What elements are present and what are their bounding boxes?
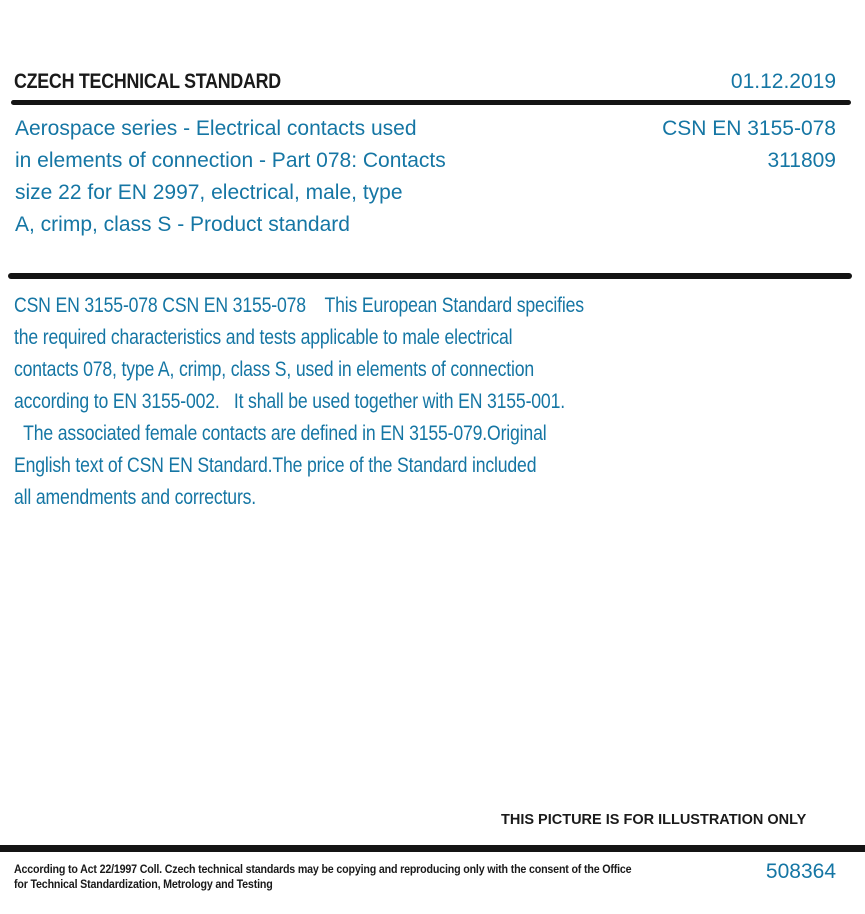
abstract-line: the required characteristics and tests applicable to male electrical xyxy=(14,326,513,349)
header-divider xyxy=(11,100,851,105)
abstract-line: all amendments and correcturs. xyxy=(14,486,257,509)
abstract-line: contacts 078, type A, crimp, class S, used in elements of connection xyxy=(14,358,535,381)
copyright-notice-line: According to Act 22/1997 Coll. Czech technical standards may be copying and reproducing only with the consent of the Office xyxy=(14,862,632,876)
abstract-line: according to EN 3155-002. It shall be used together with EN 3155-001. xyxy=(14,390,565,413)
abstract-line: CSN EN 3155-078 CSN EN 3155-078 This European Standard specifies xyxy=(14,294,584,317)
document-title-line: size 22 for EN 2997, electrical, male, type xyxy=(15,181,403,204)
abstract-line: The associated female contacts are defined in EN 3155-079.Original xyxy=(14,422,547,445)
copyright-notice xyxy=(14,862,637,892)
order-number: 508364 xyxy=(765,860,836,883)
catalog-number: 311809 xyxy=(767,149,836,172)
standard-heading: CZECH TECHNICAL STANDARD xyxy=(14,70,281,93)
document-title xyxy=(15,113,446,241)
document-reference xyxy=(662,113,836,177)
document-title-line: Aerospace series - Electrical contacts used xyxy=(15,117,417,140)
abstract-text xyxy=(14,290,846,514)
illustration-only-note: THIS PICTURE IS FOR ILLUSTRATION ONLY xyxy=(501,812,807,828)
issue-date: 01.12.2019 xyxy=(730,70,836,93)
copyright-notice-line: for Technical Standardization, Metrology and Testing xyxy=(14,877,273,891)
abstract-line: English text of CSN EN Standard.The price of the Standard included xyxy=(14,454,537,477)
standard-designation: CSN EN 3155-078 xyxy=(662,117,836,140)
title-block xyxy=(15,113,836,241)
document-title-line: in elements of connection - Part 078: Contacts xyxy=(15,149,446,172)
document-title-line: A, crimp, class S - Product standard xyxy=(15,213,350,236)
footer-divider xyxy=(0,845,865,852)
page-header xyxy=(14,70,836,94)
title-divider xyxy=(8,273,852,279)
